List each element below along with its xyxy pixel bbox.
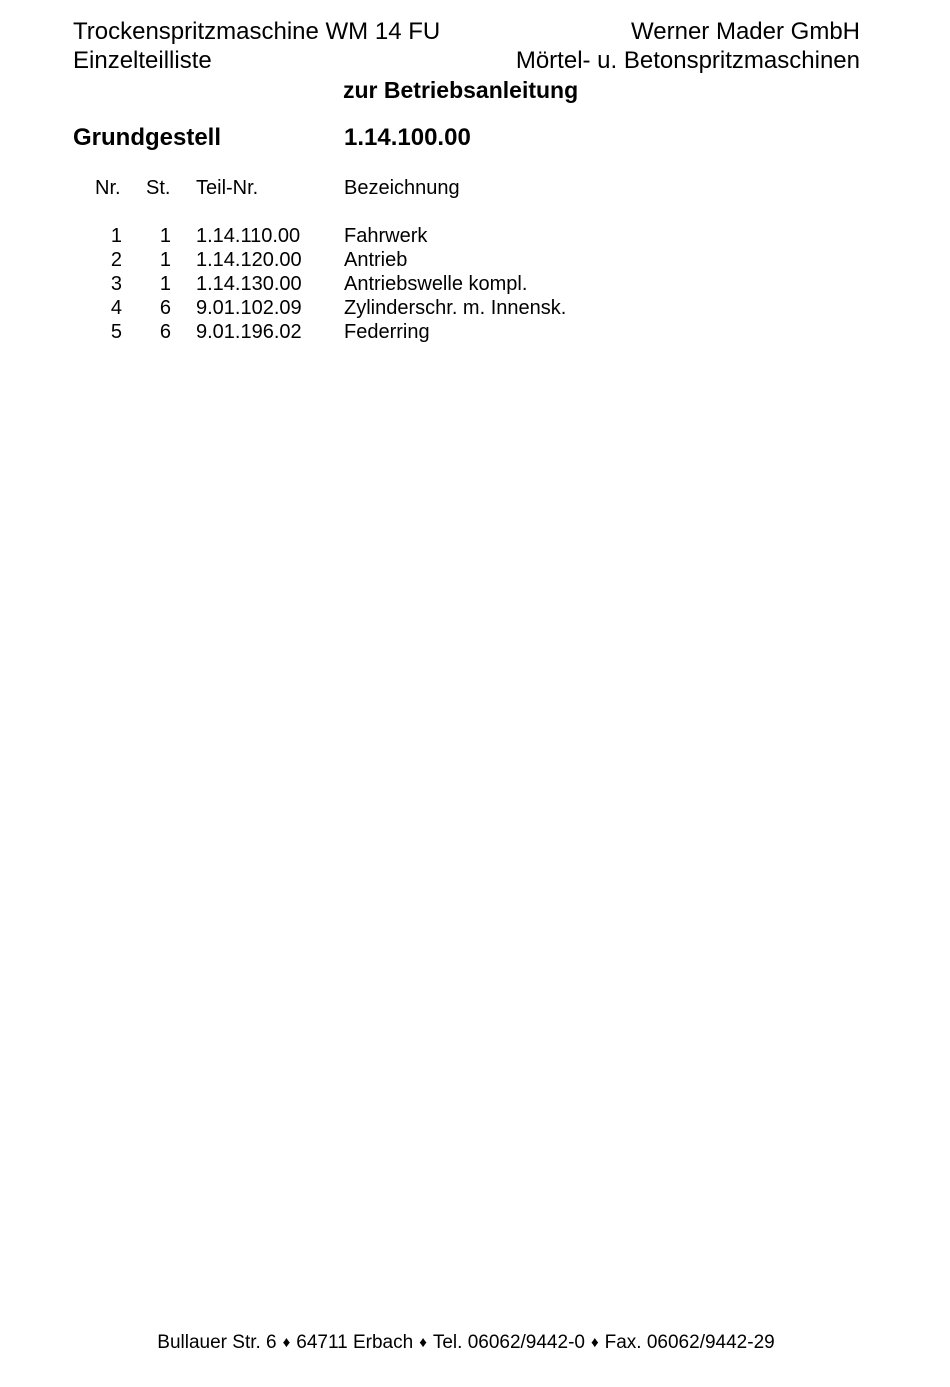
column-header-st: St. [146,177,171,199]
row-teil-nr: 9.01.196.02 [196,321,302,343]
row-teil-nr: 1.14.120.00 [196,249,302,271]
row-teil-nr: 1.14.130.00 [196,273,302,295]
document-type: Einzelteilliste [73,47,212,74]
row-nr: 4 [110,297,122,319]
section-title: Grundgestell [73,124,222,151]
footer-phone: Tel. 06062/9442-0 [432,1332,585,1353]
row-bezeichnung: Antriebswelle kompl. [344,273,528,295]
parts-table [73,176,673,344]
row-bezeichnung: Zylinderschr. m. Innensk. [344,297,567,319]
table-row [73,320,673,344]
company-name: Werner Mader GmbH [631,18,860,45]
row-st: 1 [159,273,171,295]
row-st: 6 [159,321,171,343]
table-row [73,296,673,320]
document-subtitle: zur Betriebsanleitung [343,77,579,103]
row-teil-nr: 1.14.110.00 [196,225,301,247]
row-nr: 3 [110,273,122,295]
footer-fax: Fax. 06062/9442-29 [604,1332,775,1353]
diamond-separator-icon: ♦ [590,1334,599,1351]
row-bezeichnung: Antrieb [344,249,408,271]
row-st: 6 [159,297,171,319]
header-row-1 [73,18,860,46]
table-row [73,272,673,296]
machine-title: Trockenspritzmaschine WM 14 FU [73,18,441,45]
diamond-separator-icon: ♦ [419,1334,427,1351]
row-st: 1 [159,225,171,247]
table-header-row [73,176,673,200]
row-bezeichnung: Fahrwerk [344,225,428,247]
header-row-2 [73,47,860,75]
row-nr: 2 [110,249,122,271]
column-header-bezeichnung: Bezeichnung [344,177,460,199]
table-row [73,248,673,272]
table-row [73,224,673,248]
row-nr: 5 [110,321,122,343]
footer-address [0,1331,932,1355]
company-tagline: Mörtel- u. Betonspritzmaschinen [515,47,860,74]
row-bezeichnung: Federring [344,321,430,343]
diamond-separator-icon: ♦ [282,1334,291,1351]
section-number: 1.14.100.00 [344,124,471,151]
row-teil-nr: 9.01.102.09 [196,297,302,319]
footer-street: Bullauer Str. 6 [157,1332,277,1353]
column-header-nr: Nr. [95,177,121,199]
footer-city: 64711 Erbach [296,1332,414,1353]
column-header-teil-nr: Teil-Nr. [196,177,259,199]
row-st: 1 [159,249,171,271]
row-nr: 1 [110,225,122,247]
